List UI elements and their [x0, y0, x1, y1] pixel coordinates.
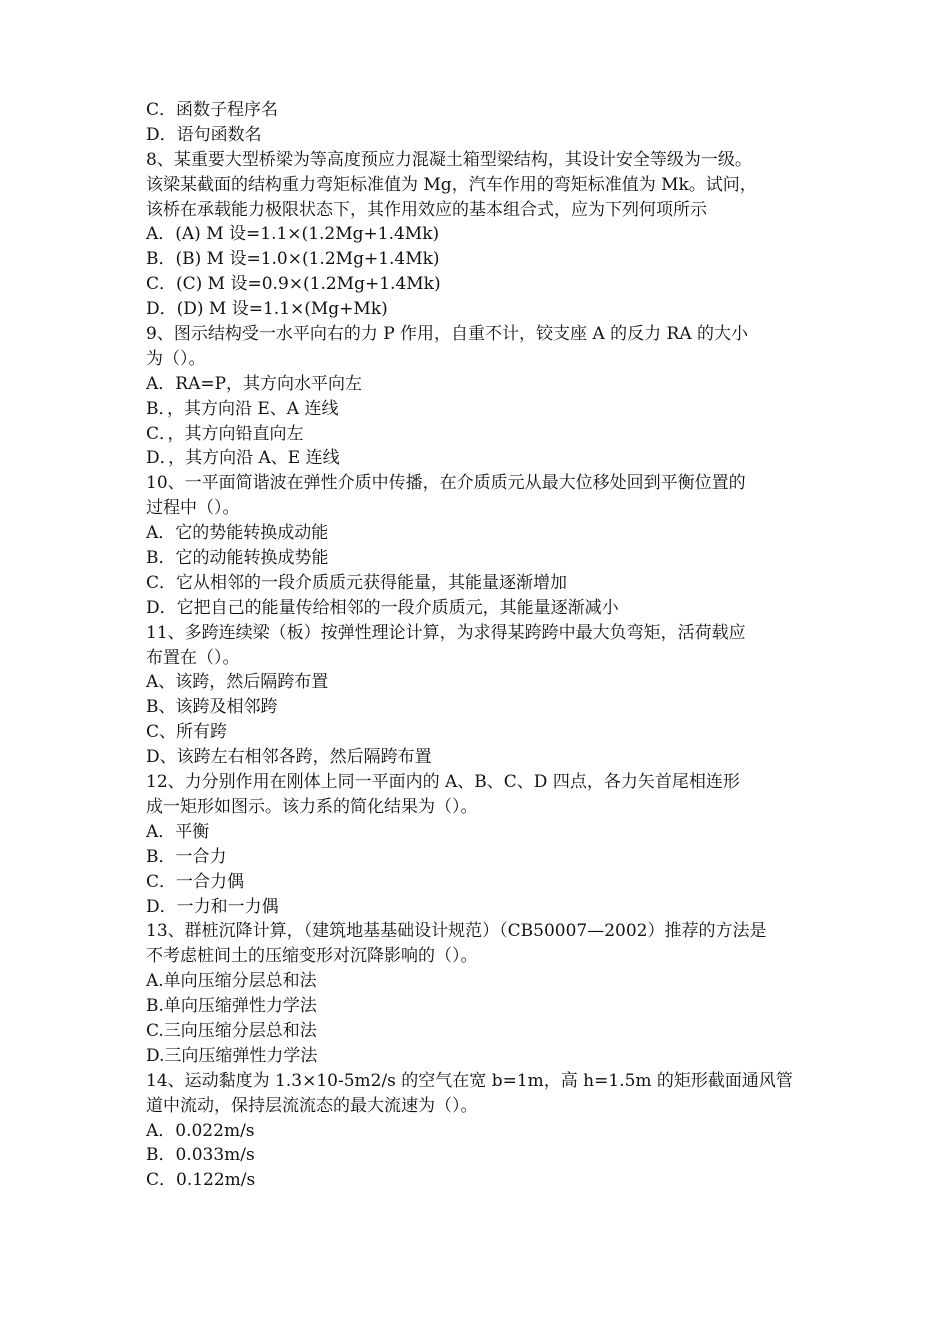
question-13-option-d: D.三向压缩弹性力学法	[146, 1045, 318, 1066]
question-9-option-c: C．，其方向铅直向左	[146, 423, 304, 444]
option-d-line: D．语句函数名	[146, 124, 262, 145]
question-8-option-b: B．(B) M 设=1.0×(1.2Mg+1.4Mk)	[146, 249, 440, 270]
question-11-option-a: A、该跨，然后隔跨布置	[146, 672, 329, 693]
question-12-option-c: C．一合力偶	[146, 871, 245, 892]
question-11-option-b: B、该跨及相邻跨	[146, 697, 278, 718]
option-c-line: C．函数子程序名	[146, 100, 279, 120]
question-10-line-1: 10、一平面简谐波在弹性介质中传播，在介质质元从最大位移处回到平衡位置的	[146, 473, 746, 494]
question-14-option-a: A．0.022m/s	[146, 1120, 255, 1141]
question-11-line-1: 11、多跨连续梁（板）按弹性理论计算，为求得某跨跨中最大负弯矩，活荷载应	[146, 622, 746, 643]
question-12-option-d: D．一力和一力偶	[146, 896, 279, 917]
question-13-line-1: 13、群桩沉降计算，（建筑地基基础设计规范）（CB50007—2002）推荐的方法是	[146, 921, 767, 942]
question-8-line-2: 该梁某截面的结构重力弯矩标准值为 Mg，汽车作用的弯矩标准值为 Mk。试问，	[146, 174, 757, 195]
question-12-line-1: 12、力分别作用在刚体上同一平面内的 A、B、C、D 四点，各力矢首尾相连形	[146, 772, 740, 793]
question-14-option-c: C．0.122m/s	[146, 1170, 256, 1191]
document-page	[146, 98, 814, 1193]
question-9-line-2: 为（）。	[146, 348, 206, 369]
question-12-option-b: B．一合力	[146, 846, 227, 867]
question-11-line-2: 布置在（）。	[146, 647, 240, 668]
question-13-option-a: A.单向压缩分层总和法	[146, 971, 317, 992]
question-8-option-a: A．(A) M 设=1.1×(1.2Mg+1.4Mk)	[146, 224, 440, 245]
question-8-line-1: 8、某重要大型桥梁为等高度预应力混凝土箱型梁结构，其设计安全等级为一级。	[146, 149, 752, 170]
question-12-option-a: A．平衡	[146, 821, 210, 842]
question-14-line-1: 14、运动黏度为 1.3×10-5m2/s 的空气在宽 b=1m，高 h=1.5m 的矩形截面通风管	[146, 1070, 793, 1091]
question-9-option-d: D．，其方向沿 A、E 连线	[146, 448, 340, 469]
question-9-option-a: A．RA=P，其方向水平向左	[146, 373, 363, 394]
question-11-option-d: D、该跨左右相邻各跨，然后隔跨布置	[146, 747, 432, 768]
question-8-option-c: C．(C) M 设=0.9×(1.2Mg+1.4Mk)	[146, 274, 441, 295]
question-13-option-c: C.三向压缩分层总和法	[146, 1020, 317, 1041]
question-8-option-d: D．(D) M 设=1.1×(Mg+Mk)	[146, 299, 388, 320]
question-10-option-d: D．它把自己的能量传给相邻的一段介质质元，其能量逐渐减小	[146, 597, 619, 618]
question-12-line-2: 成一矩形如图示。该力系的简化结果为（）。	[146, 796, 478, 817]
question-9-option-b: B．，其方向沿 E、A 连线	[146, 398, 339, 419]
question-14-option-b: B．0.033m/s	[146, 1145, 255, 1166]
question-10-option-b: B．它的动能转换成势能	[146, 548, 329, 569]
question-8-line-3: 该桥在承载能力极限状态下，其作用效应的基本组合式，应为下列何项所示	[146, 199, 707, 220]
question-10-option-c: C．它从相邻的一段介质质元获得能量，其能量逐渐增加	[146, 572, 568, 593]
question-11-option-c: C、所有跨	[146, 722, 228, 743]
question-13-line-2: 不考虑桩间土的压缩变形对沉降影响的（）。	[146, 946, 478, 967]
question-14-line-2: 道中流动，保持层流流态的最大流速为（）。	[146, 1095, 478, 1116]
question-9-line-1: 9、图示结构受一水平向右的力 P 作用，自重不计，铰支座 A 的反力 RA 的大小	[146, 324, 749, 345]
question-10-option-a: A．它的势能转换成动能	[146, 523, 329, 544]
question-10-line-2: 过程中（）。	[146, 498, 240, 519]
question-13-option-b: B.单向压缩弹性力学法	[146, 996, 317, 1017]
